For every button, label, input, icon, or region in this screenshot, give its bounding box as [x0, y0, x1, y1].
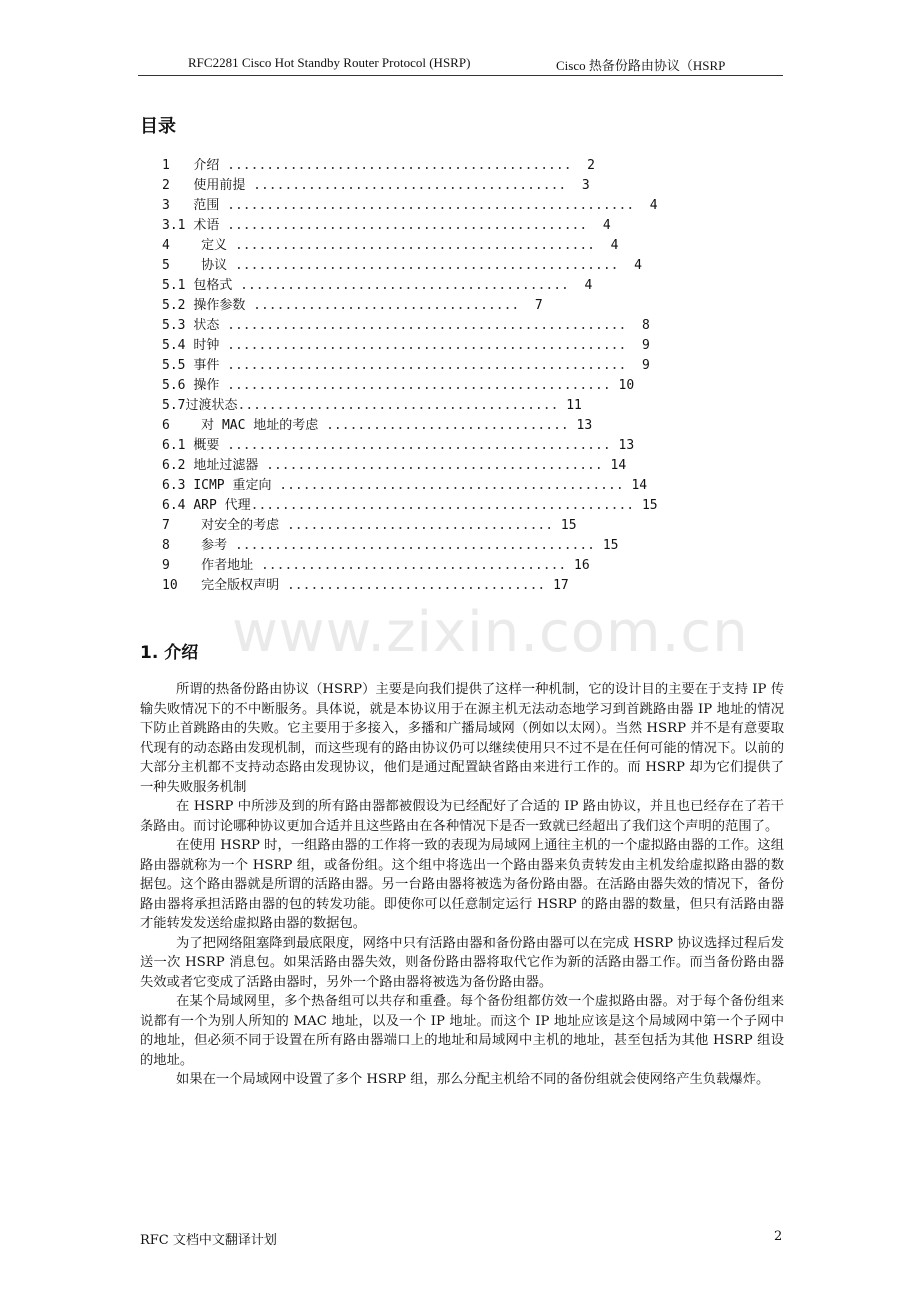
paragraph: 在使用 HSRP 时，一组路由器的工作将一致的表现为局域网上通往主机的一个虚拟路由器的工作。这组路由器就称为一个 HSRP 组，或备份组。这个组中将选出一个路由器来负责转发由主机发给虚拟路由器的数据包。这个路由器就是所谓的活路由器。另一台路由器将被选为备份路由器。在活路由器失效的情况下，备份路由器将承担活路由器的包的转发功能。即使你可以任意制定运行 HSRP 的路由器的数量，但只有活路由器才能转发发送给虚拟路由器的数据包。: [140, 838, 784, 931]
toc-entry-label: 定义: [201, 238, 228, 253]
toc-entry-number: 4: [162, 238, 202, 253]
toc-entry-page: 14: [602, 458, 627, 473]
toc-entry-page: 15: [595, 538, 619, 553]
paragraph: 为了把网络阻塞降到最底限度，网络中只有活路由器和备份路由器可以在完成 HSRP 协议选择过程后发送一次 HSRP 消息包。如果活路由器失效，则备份路由器将取代它作为新的活路由器工作。而当备份路由器失效或者它变成了活路由器时，另外一个路由器将被选为备份路由器。: [140, 935, 784, 990]
toc-entry: [162, 396, 682, 416]
section-body: [140, 680, 784, 1090]
toc-entry-leader: ...........................................: [258, 458, 603, 473]
toc-entry-leader: .................................: [279, 578, 546, 593]
toc-entry-label: 过渡状态: [185, 398, 238, 413]
toc-entry: [162, 316, 682, 336]
toc-entry-leader: ..................................: [245, 298, 520, 313]
section-title: 1. 介绍: [140, 643, 199, 663]
toc-entry-leader: .........................................: [237, 398, 559, 413]
watermark: www.zixin.com.cn: [232, 600, 749, 665]
toc-entry: [162, 336, 682, 356]
toc-entry: [162, 256, 682, 276]
toc-entry-leader: .................................................: [250, 498, 635, 513]
toc-entry-label: 事件: [193, 358, 220, 373]
toc-entry-label: ICMP 重定向: [193, 478, 272, 493]
toc-entry-number: 5.6: [162, 378, 194, 393]
toc-entry: [162, 576, 682, 596]
footer-text: RFC 文档中文翻译计划: [140, 1233, 277, 1248]
toc-entry: [162, 536, 682, 556]
toc-entry-number: 5: [162, 258, 202, 273]
toc-entry-label: 范围: [193, 198, 220, 213]
toc-entry-leader: ..............................................: [227, 538, 596, 553]
toc-entry-page: 17: [545, 578, 569, 593]
toc-entry-label: ARP 代理: [193, 498, 251, 513]
toc-entry-number: 6: [162, 418, 202, 433]
toc-entry-page: 16: [566, 558, 590, 573]
toc-entry-label: 作者地址: [201, 558, 254, 573]
toc-entry-label: 操作参数: [193, 298, 246, 313]
toc-entry-label: 术语: [193, 218, 220, 233]
table-of-contents: [162, 156, 682, 596]
toc-entry-leader: ..........................................: [232, 278, 569, 293]
toc-title: 目录: [140, 116, 176, 137]
toc-entry-page: 4: [568, 278, 593, 293]
toc-entry-page: 4: [618, 258, 642, 273]
toc-entry-number: 6.1: [162, 438, 194, 453]
toc-entry-number: 5.3: [162, 318, 194, 333]
toc-entry-leader: ............................................: [219, 158, 572, 173]
toc-entry: [162, 516, 682, 536]
toc-entry-label: 操作: [193, 378, 220, 393]
toc-entry-leader: .................................................: [227, 258, 619, 273]
toc-entry: [162, 456, 682, 476]
toc-entry-label: 完全版权声明: [201, 578, 280, 593]
toc-entry-number: 6.4: [162, 498, 194, 513]
toc-entry-leader: ...............................: [318, 418, 569, 433]
page-header: [138, 55, 783, 76]
toc-entry-page: 3: [566, 178, 590, 193]
toc-entry-page: 9: [626, 338, 650, 353]
toc-entry-label: 状态: [193, 318, 220, 333]
toc-entry-number: 5.7: [162, 398, 186, 413]
toc-entry-leader: ..................................: [279, 518, 554, 533]
toc-entry-leader: ...................................................: [219, 358, 627, 373]
toc-entry-number: 1: [162, 158, 194, 173]
toc-entry-number: 5.4: [162, 338, 194, 353]
toc-entry: [162, 296, 682, 316]
toc-entry: [162, 436, 682, 456]
toc-entry-page: 11: [558, 398, 582, 413]
paragraph: 在某个局域网里，多个热备组可以共存和重叠。每个备份组都仿效一个虚拟路由器。对于每个备份组来说都有一个为别人所知的 MAC 地址，以及一个 IP 地址。而这个 IP 地址应该是这个局域网中第一个子网中的地址，但必须不同于设置在所有路由器端口上的地址和局域网中主机的地址，甚至包括为其他 HSRP 组设的地址。: [140, 994, 784, 1068]
toc-entry-number: 5.1: [162, 278, 194, 293]
toc-entry-number: 2: [162, 178, 194, 193]
toc-entry-leader: ..............................................: [219, 218, 588, 233]
toc-entry-label: 包格式: [193, 278, 233, 293]
toc-entry-page: 15: [634, 498, 658, 513]
toc-entry-page: 9: [626, 358, 650, 373]
toc-entry-label: 介绍: [193, 158, 220, 173]
header-left-title: RFC2281 Cisco Hot Standby Router Protocol (HSRP): [188, 55, 471, 70]
toc-entry-leader: ............................................: [271, 478, 624, 493]
toc-entry-number: 7: [162, 518, 202, 533]
toc-entry: [162, 476, 682, 496]
toc-entry: [162, 376, 682, 396]
toc-entry: [162, 176, 682, 196]
paragraph: 所谓的热备份路由协议（HSRP）主要是向我们提供了这样一种机制，它的设计目的主要在于支持 IP 传输失败情况下的不中断服务。具体说，就是本协议用于在源主机无法动态地学习到首跳路由器 IP 地址的情况下防止首跳路由的失败。它主要用于多接入，多播和广播局域网（例如以太网）。当然 HSRP 并不是有意要取代现有的动态路由发现机制，而这些现有的路由协议仍可以继续使用只不过不是在任何可能的情况下。以前的大部分主机都不支持动态路由发现协议，他们是通过配置缺省路由来进行工作的。而 HSRP 却为它们提供了一种失败服务机制: [140, 682, 784, 795]
toc-entry: [162, 216, 682, 236]
toc-entry-label: 时钟: [193, 338, 220, 353]
toc-entry-page: 4: [595, 238, 619, 253]
toc-entry-leader: ...................................................: [219, 338, 627, 353]
toc-entry: [162, 356, 682, 376]
toc-entry-number: 3.1: [162, 218, 194, 233]
toc-entry-leader: .................................................: [219, 378, 611, 393]
toc-entry-number: 3: [162, 198, 194, 213]
toc-entry: [162, 556, 682, 576]
toc-entry-page: 15: [553, 518, 577, 533]
toc-entry: [162, 496, 682, 516]
toc-entry-leader: ..............................................: [227, 238, 596, 253]
toc-entry-label: 协议: [201, 258, 228, 273]
toc-entry: [162, 416, 682, 436]
footer-page-number: 2: [774, 1229, 783, 1244]
toc-entry-page: 8: [626, 318, 650, 333]
toc-entry-page: 13: [610, 438, 635, 453]
paragraph: 如果在一个局域网中设置了多个 HSRP 组，那么分配主机给不同的备份组就会使网络产生负载爆炸。: [176, 1072, 770, 1087]
toc-entry-page: 4: [634, 198, 658, 213]
toc-entry-number: 5.5: [162, 358, 194, 373]
toc-entry-number: 5.2: [162, 298, 194, 313]
toc-entry: [162, 156, 682, 176]
toc-entry-label: 使用前提: [193, 178, 246, 193]
toc-entry-number: 6.3: [162, 478, 194, 493]
toc-entry-leader: ........................................: [245, 178, 567, 193]
toc-entry-label: 参考: [201, 538, 228, 553]
toc-entry-label: 地址过滤器: [193, 458, 259, 473]
toc-entry-page: 10: [610, 378, 635, 393]
toc-entry: [162, 196, 682, 216]
toc-entry-leader: ...................................................: [219, 318, 627, 333]
toc-entry-label: 概要: [193, 438, 220, 453]
toc-entry-number: 8: [162, 538, 202, 553]
toc-entry-page: 13: [568, 418, 593, 433]
toc-entry-number: 9: [162, 558, 202, 573]
toc-entry-number: 6.2: [162, 458, 194, 473]
toc-entry-leader: ....................................................: [219, 198, 635, 213]
toc-entry-page: 7: [519, 298, 543, 313]
toc-entry-leader: .......................................: [253, 558, 567, 573]
toc-entry-page: 4: [587, 218, 611, 233]
toc-entry: [162, 276, 682, 296]
paragraph: 在 HSRP 中所涉及到的所有路由器都被假设为已经配好了合适的 IP 路由协议，并且也已经存在了若干条路由。而讨论哪种协议更加合适并且这些路由在各种情况下是否一致就已经超出了我们这个声明的范围了。: [140, 799, 784, 834]
toc-entry-page: 2: [571, 158, 596, 173]
toc-entry-page: 14: [623, 478, 648, 493]
toc-entry: [162, 236, 682, 256]
toc-entry-label: 对安全的考虑: [201, 518, 280, 533]
toc-entry-leader: .................................................: [219, 438, 611, 453]
toc-entry-label: 对 MAC 地址的考虑: [201, 418, 319, 433]
toc-entry-number: 10: [162, 578, 202, 593]
header-right-title: Cisco 热备份路由协议（HSRP: [556, 58, 726, 73]
